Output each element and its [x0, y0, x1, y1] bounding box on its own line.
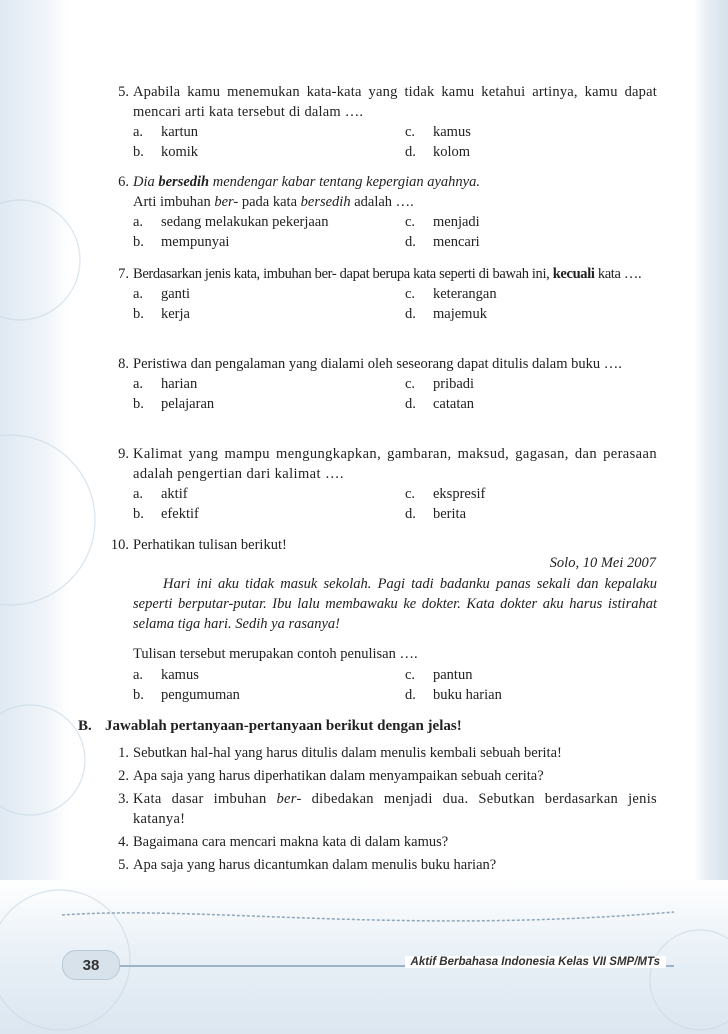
question-text: Peristiwa dan pengalaman yang dialami oleh seseorang dapat ditulis dalam buku …. [133, 356, 622, 372]
question-text: Kalimat yang mampu mengungkapkan, gambaran, maksud, gagasan, dan perasaan adalah pengertian dari kalimat …. [133, 446, 657, 482]
option-b: b. mempunyai [133, 234, 230, 250]
question-10 [105, 535, 657, 555]
option-d: d. berita [405, 506, 467, 522]
option-a: a. harian [133, 376, 198, 392]
option-a: a. aktif [133, 486, 188, 502]
option-b: b. komik [133, 144, 199, 160]
question-9 [105, 444, 657, 524]
option-c: c. kamus [405, 124, 471, 140]
page-number-badge [62, 950, 120, 980]
option-b: b. pengumuman [133, 687, 240, 703]
option-c: c. keterangan [405, 286, 497, 302]
option-a: a. kartun [133, 124, 199, 140]
option-c: c. ekspresif [405, 486, 486, 502]
question-prompt: Tulisan tersebut merupakan contoh penulisan …. [133, 646, 418, 662]
section-b-title: Jawablah pertanyaan-pertanyaan berikut dengan jelas! [105, 718, 462, 734]
options [133, 665, 657, 705]
page-number: 38 [82, 956, 100, 974]
question-number: 7. [118, 266, 129, 282]
essay-question-4: 4. Bagaimana cara mencari makna kata di dalam kamus? [118, 834, 449, 850]
question-6 [105, 172, 657, 252]
essay-question-2: 2. Apa saja yang harus diperhatikan dalam menyampaikan sebuah cerita? [118, 768, 544, 784]
section-b-letter: B. [78, 718, 92, 734]
options [133, 284, 657, 324]
question-number: 10. [110, 537, 129, 553]
option-c: c. menjadi [405, 214, 480, 230]
option-d: d. majemuk [405, 306, 487, 322]
option-a: a. sedang melakukan pekerjaan [133, 214, 329, 230]
question-number: 9. [118, 446, 129, 462]
essay-question-5: 5. Apa saja yang harus dicantumkan dalam menulis buku harian? [118, 857, 497, 873]
options [133, 122, 657, 162]
question-prompt: Arti imbuhan ber- pada kata bersedih adalah …. [133, 194, 414, 210]
question-8 [105, 354, 657, 414]
question-10-options [105, 665, 657, 705]
essay-question-3: 3. Kata dasar imbuhan ber- dibedakan menjadi dua. Sebutkan berdasarkan jenis katanya! [118, 791, 657, 827]
option-d: d. catatan [405, 396, 475, 412]
question-5 [105, 82, 657, 162]
option-c: c. pantun [405, 667, 473, 683]
option-b: b. pelajaran [133, 396, 215, 412]
options [133, 374, 657, 414]
option-a: a. kamus [133, 667, 199, 683]
question-number: 5. [118, 84, 129, 100]
options [133, 212, 657, 252]
question-text: Perhatikan tulisan berikut! [133, 537, 287, 553]
option-a: a. ganti [133, 286, 190, 302]
essay-question-1: 1. Sebutkan hal-hal yang harus ditulis dalam menulis kembali sebuah berita! [118, 745, 562, 761]
option-b: b. kerja [133, 306, 190, 322]
option-b: b. efektif [133, 506, 199, 522]
option-d: d. kolom [405, 144, 471, 160]
question-7 [105, 264, 657, 324]
diary-passage: Hari ini aku tidak masuk sekolah. Pagi tadi badanku panas sekali dan kepalaku seperti berputar-putar. Ibu lalu membawaku ke dokter. Kata dokter aku harus istirahat selama tiga hari. Sedih ya rasanya! [133, 576, 657, 632]
option-d: d. buku harian [405, 687, 502, 703]
options [133, 484, 657, 524]
question-number: 8. [118, 356, 129, 372]
book-title: Aktif Berbahasa Indonesia Kelas VII SMP/MTs [405, 956, 666, 968]
option-d: d. mencari [405, 234, 480, 250]
question-text: Apabila kamu menemukan kata-kata yang tidak kamu ketahui artinya, kamu dapat mencari arti kata tersebut di dalam …. [133, 84, 657, 120]
passage-date: Solo, 10 Mei 2007 [549, 555, 656, 571]
question-sentence: Dia bersedih mendengar kabar tentang kepergian ayahnya. [133, 174, 480, 190]
question-text: Berdasarkan jenis kata, imbuhan ber- dapat berupa kata seperti di bawah ini, kecuali kata …. [133, 266, 642, 282]
option-c: c. pribadi [405, 376, 475, 392]
question-number: 6. [118, 174, 129, 190]
